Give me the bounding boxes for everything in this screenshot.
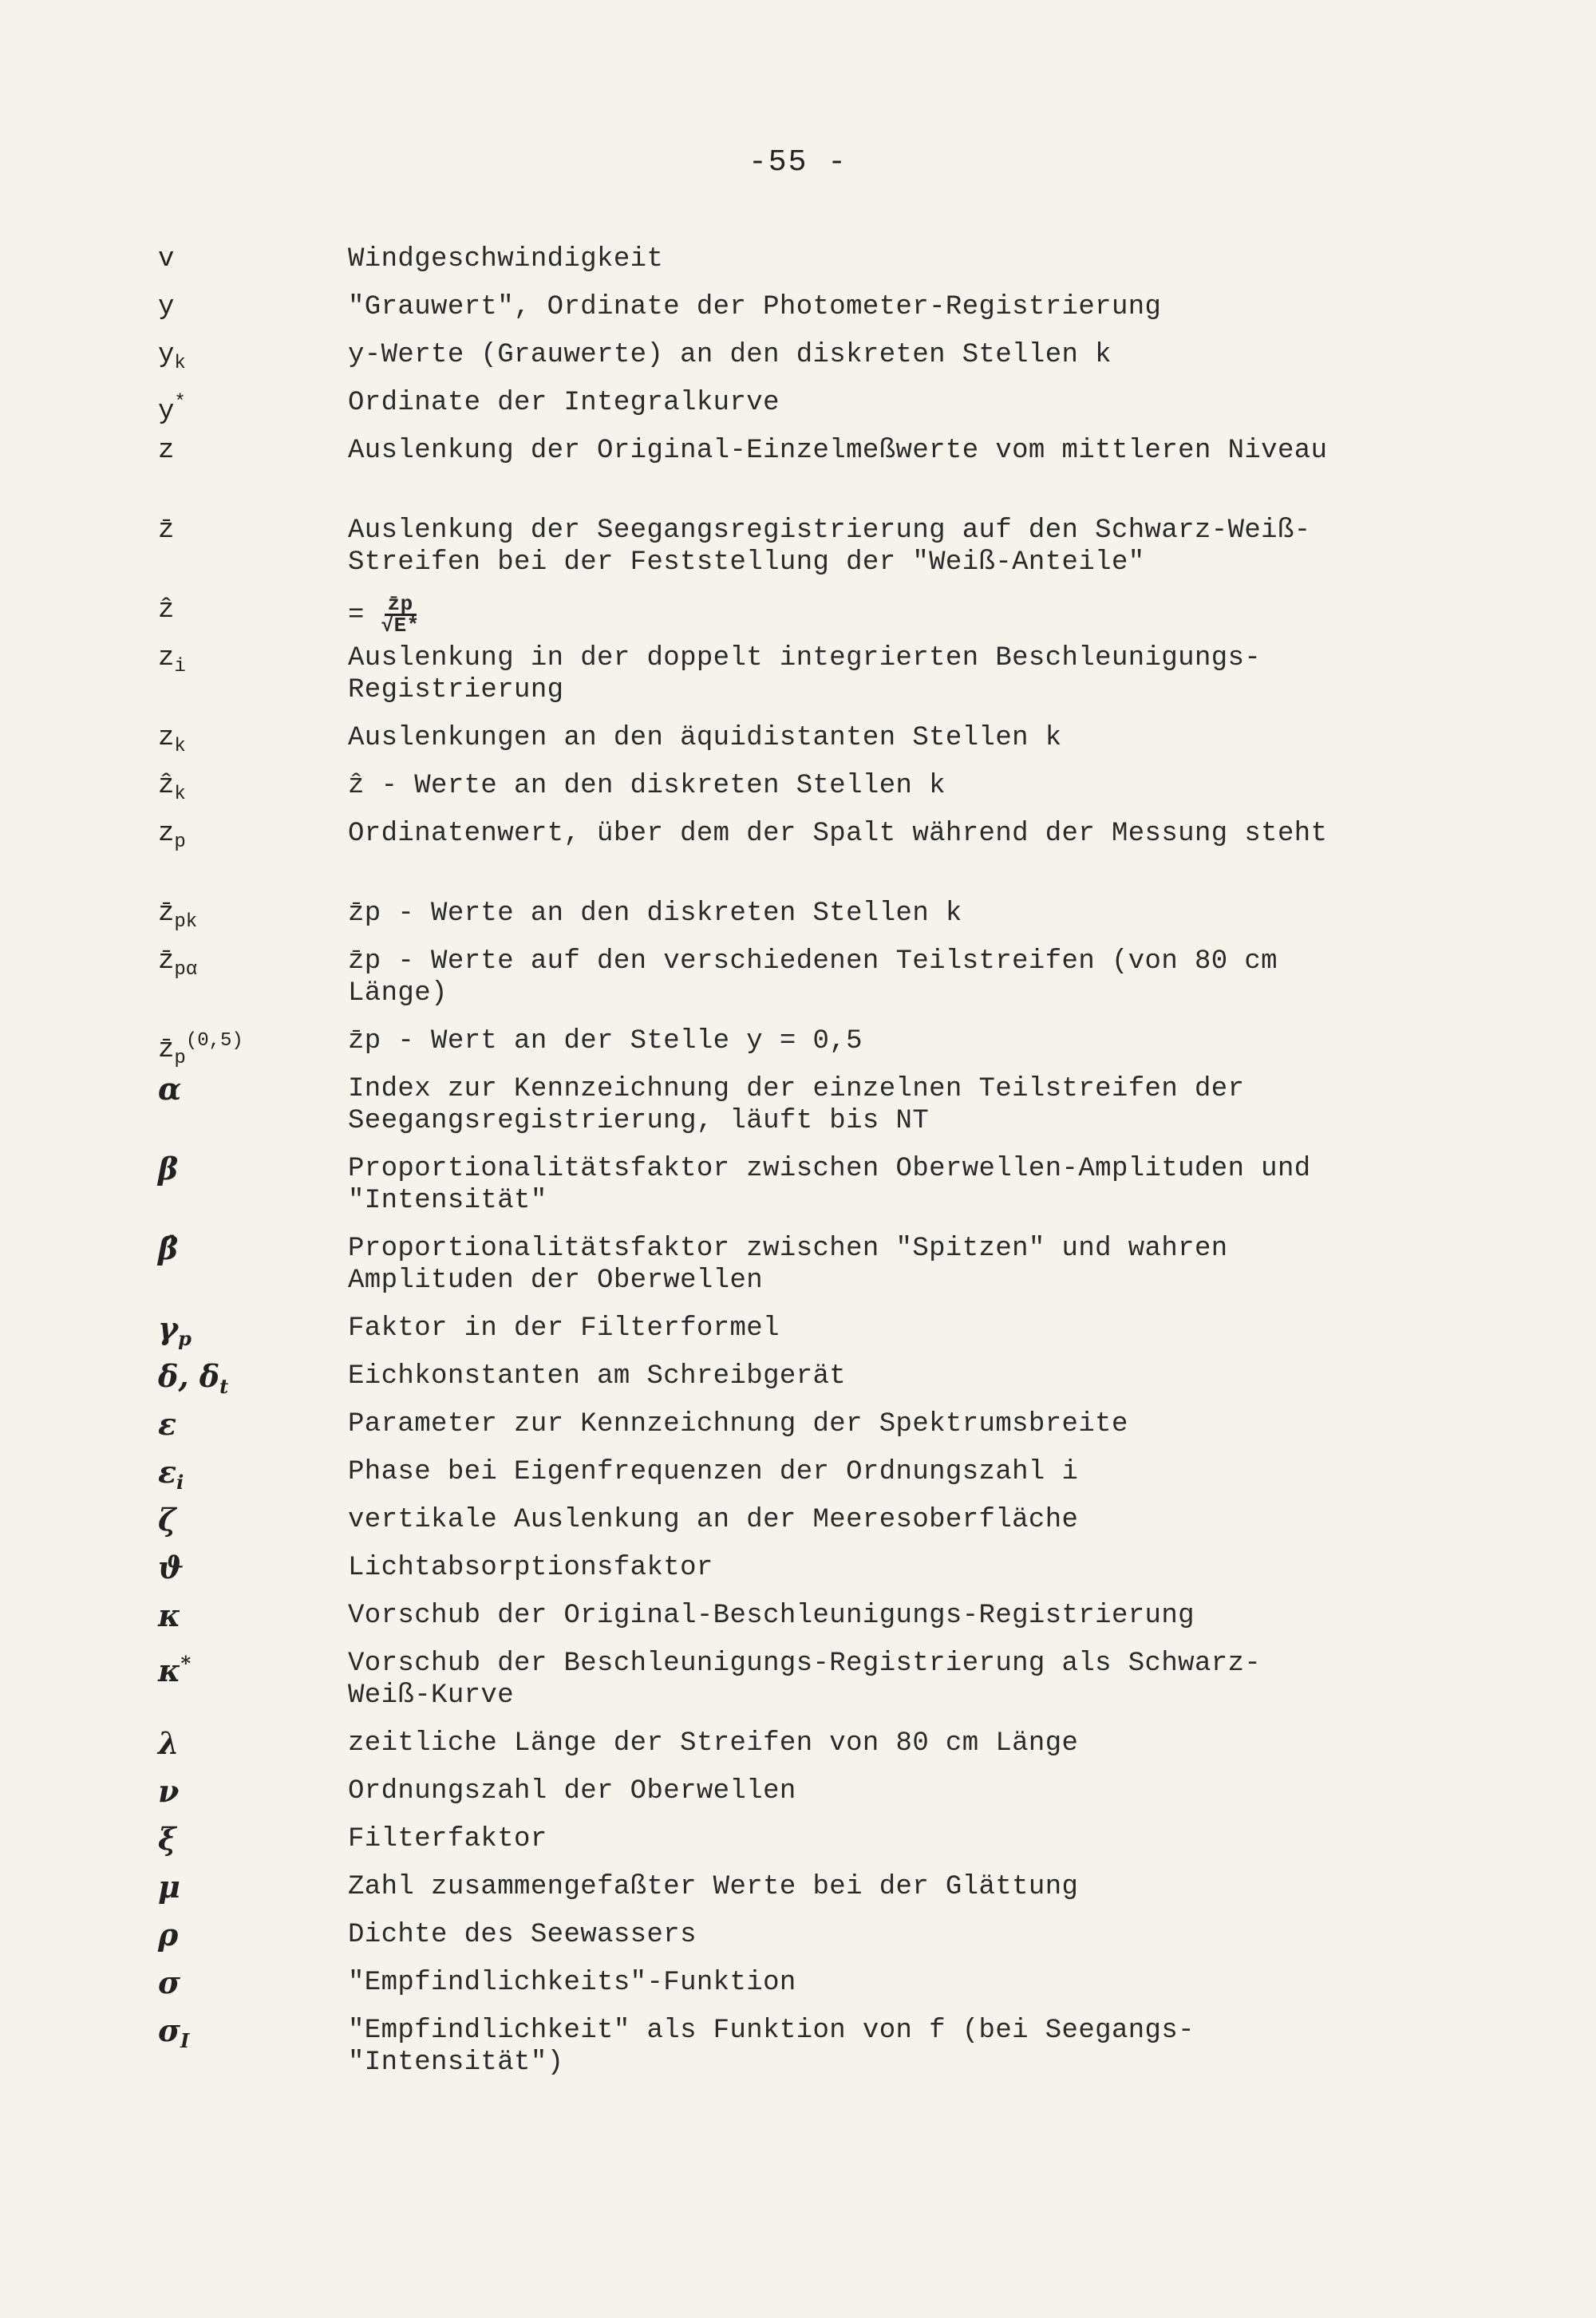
symbol-subscript: p bbox=[174, 831, 186, 853]
symbol-base: κ bbox=[158, 1597, 181, 1633]
symbol-description: Proportionalitätsfaktor zwischen Oberwellen-Amplituden und "Intensität" bbox=[348, 1154, 1328, 1216]
list-item bbox=[0, 1408, 1596, 1440]
list-item bbox=[0, 1919, 1596, 1951]
symbol bbox=[0, 1597, 207, 1633]
symbol-base: σ bbox=[158, 2012, 181, 2048]
symbol-subscript: k bbox=[174, 736, 186, 757]
symbol bbox=[0, 1230, 207, 1266]
symbol-base: κ bbox=[158, 1653, 181, 1688]
formula-equals: = bbox=[348, 600, 381, 631]
symbol-base: z bbox=[158, 819, 175, 849]
symbol-description: Index zur Kennzeichnung der einzelnen Teilstreifen der Seegangsregistrierung, läuft bis NT bbox=[348, 1074, 1262, 1136]
list-item bbox=[0, 770, 1596, 811]
list-item bbox=[0, 435, 1596, 467]
list-item bbox=[0, 642, 1596, 705]
symbol bbox=[0, 339, 207, 380]
symbol-base: y bbox=[158, 397, 175, 427]
symbol-description: vertikale Auslenkung an der Meeresoberfläche bbox=[348, 1505, 1079, 1535]
symbol-description: Auslenkung der Original-Einzelmeßwerte vom mittleren Niveau bbox=[348, 436, 1328, 466]
formula-fraction bbox=[381, 592, 420, 638]
symbol-base: v bbox=[158, 244, 175, 274]
list-item bbox=[0, 722, 1596, 763]
symbol bbox=[0, 898, 207, 938]
list-item bbox=[0, 1823, 1596, 1855]
symbol bbox=[0, 1725, 207, 1761]
list-item bbox=[0, 1025, 1596, 1075]
symbol-description: Vorschub der Original-Beschleunigungs-Registrierung bbox=[348, 1601, 1195, 1631]
symbol-base: z̄ bbox=[158, 1035, 175, 1065]
list-item bbox=[0, 339, 1596, 380]
symbol-base: ẑ bbox=[158, 595, 175, 626]
symbol bbox=[0, 515, 207, 547]
symbol-description: Dichte des Seewassers bbox=[348, 1920, 697, 1950]
symbol-base: ρ bbox=[158, 1917, 179, 1953]
list-item bbox=[0, 1151, 1596, 1216]
list-item bbox=[0, 1725, 1596, 1761]
list-item bbox=[0, 387, 1596, 428]
symbol bbox=[0, 1504, 207, 1536]
symbol-subscript: I bbox=[180, 2029, 190, 2052]
list-item bbox=[0, 1456, 1596, 1499]
symbol-base: λ bbox=[158, 1725, 180, 1761]
symbol-description: Ordnungszahl der Oberwellen bbox=[348, 1776, 796, 1807]
symbol-base: β bbox=[158, 1151, 179, 1187]
symbol-base: y bbox=[158, 292, 175, 322]
symbol bbox=[0, 387, 207, 428]
symbol-subscript: p bbox=[174, 1048, 186, 1069]
symbol bbox=[0, 2012, 207, 2057]
list-item bbox=[0, 1504, 1596, 1536]
symbol-subscript: k bbox=[174, 353, 186, 374]
symbol bbox=[0, 722, 207, 763]
list-item bbox=[0, 243, 1596, 275]
symbol-base: γ bbox=[158, 1310, 179, 1346]
symbol bbox=[0, 642, 207, 683]
symbol-base: z̄ bbox=[158, 898, 175, 929]
symbol bbox=[0, 1871, 207, 1903]
symbol bbox=[0, 243, 207, 275]
symbol-suffix: (0,5) bbox=[185, 1030, 243, 1052]
symbol bbox=[0, 1967, 207, 1999]
symbol-description: Phase bei Eigenfrequenzen der Ordnungszahl i bbox=[348, 1457, 1079, 1487]
symbol-description: "Empfindlichkeits"-Funktion bbox=[348, 1968, 796, 1998]
symbol-subscript: i bbox=[176, 1471, 184, 1494]
symbol-base: β̂ bbox=[158, 1230, 179, 1266]
symbol bbox=[0, 1073, 207, 1105]
symbol-description: Vorschub der Beschleunigungs-Registrierung als Schwarz-Weiß-Kurve bbox=[348, 1649, 1262, 1711]
list-item bbox=[0, 818, 1596, 859]
list-item bbox=[0, 1552, 1596, 1584]
symbol-description: Faktor in der Filterformel bbox=[348, 1313, 780, 1344]
symbol bbox=[0, 435, 207, 467]
symbol bbox=[0, 770, 207, 811]
symbol bbox=[0, 1408, 207, 1440]
symbol-base: ϑ bbox=[158, 1550, 184, 1585]
list-item bbox=[0, 515, 1596, 578]
symbol-description: "Empfindlichkeit" als Funktion von f (bei Seegangs-"Intensität") bbox=[348, 2016, 1195, 2078]
list-item bbox=[0, 1967, 1596, 1999]
symbol-description: Filterfaktor bbox=[348, 1824, 547, 1854]
symbol-superscript: * bbox=[174, 392, 186, 413]
symbol-description: Lichtabsorptionsfaktor bbox=[348, 1553, 713, 1583]
list-item bbox=[0, 291, 1596, 323]
symbol-description bbox=[348, 592, 1329, 638]
list-item bbox=[0, 2012, 1596, 2078]
symbol-description: Windgeschwindigkeit bbox=[348, 244, 664, 274]
list-item bbox=[0, 946, 1596, 1009]
symbol-description: y-Werte (Grauwerte) an den diskreten Stellen k bbox=[348, 340, 1112, 370]
list-item bbox=[0, 1648, 1596, 1711]
symbol-base: ξ bbox=[158, 1821, 176, 1857]
symbol-description: z̄p - Werte an den diskreten Stellen k bbox=[348, 898, 962, 929]
symbol-subscript: pk bbox=[174, 911, 198, 933]
symbol-description: zeitliche Länge der Streifen von 80 cm Länge bbox=[348, 1728, 1079, 1759]
formula-numerator: z̄p bbox=[385, 594, 417, 616]
list-item bbox=[0, 1871, 1596, 1903]
symbol bbox=[0, 1153, 207, 1185]
symbol-base: σ bbox=[158, 1965, 181, 2000]
symbol-superscript: * bbox=[180, 1652, 192, 1675]
symbol bbox=[0, 1025, 243, 1075]
symbol-description: Auslenkung der Seegangsregistrierung auf den Schwarz-Weiß-Streifen bei der Feststellung der "Weiß-Anteile" bbox=[348, 515, 1311, 578]
symbol-description: Auslenkungen an den äquidistanten Stellen k bbox=[348, 723, 1062, 753]
symbol-base: ẑ bbox=[158, 771, 175, 801]
symbol-base: ε bbox=[158, 1406, 177, 1442]
symbol-description: Auslenkung in der doppelt integrierten Beschleunigungs-Registrierung bbox=[348, 643, 1262, 705]
symbol-base: δ, δ bbox=[158, 1358, 220, 1394]
symbol-base: ν bbox=[158, 1773, 180, 1809]
list-item bbox=[0, 1071, 1596, 1136]
symbol-base: z bbox=[158, 643, 175, 673]
list-item bbox=[0, 1310, 1596, 1355]
symbol-base: α bbox=[158, 1071, 182, 1107]
symbol bbox=[0, 291, 207, 323]
symbol-subscript: t bbox=[219, 1375, 229, 1398]
symbol-base: ε bbox=[158, 1454, 177, 1490]
symbol-description: Ordinate der Integralkurve bbox=[348, 388, 780, 418]
symbol-description: Zahl zusammengefaßter Werte bei der Glättung bbox=[348, 1872, 1079, 1902]
symbol bbox=[0, 1775, 207, 1807]
symbol-description: ẑ - Werte an den diskreten Stellen k bbox=[348, 771, 946, 801]
symbol-base: z̄ bbox=[158, 515, 175, 546]
symbol bbox=[0, 818, 207, 859]
symbol-description: Eichkonstanten am Schreibgerät bbox=[348, 1361, 847, 1392]
list-item bbox=[0, 592, 1596, 638]
formula-denominator: √E* bbox=[381, 614, 420, 638]
symbol-subscript: k bbox=[174, 784, 186, 805]
symbol-base: ζ bbox=[158, 1502, 176, 1538]
symbol bbox=[0, 1456, 207, 1499]
symbol bbox=[0, 1552, 207, 1584]
symbol-subscript: p bbox=[178, 1327, 192, 1350]
symbol-base: z bbox=[158, 436, 175, 466]
symbol-description: z̄p - Wert an der Stelle y = 0,5 bbox=[348, 1026, 863, 1056]
symbol bbox=[0, 1919, 207, 1951]
symbol bbox=[0, 1358, 229, 1403]
symbol bbox=[0, 1823, 207, 1855]
symbol-description: "Grauwert", Ordinate der Photometer-Registrierung bbox=[348, 292, 1162, 322]
list-item bbox=[0, 1597, 1596, 1633]
symbol-description: Proportionalitätsfaktor zwischen "Spitzen" und wahren Amplituden der Oberwellen bbox=[348, 1234, 1245, 1296]
list-item bbox=[0, 898, 1596, 938]
symbol bbox=[0, 946, 207, 986]
list-item bbox=[0, 1230, 1596, 1296]
symbol bbox=[0, 594, 207, 626]
symbol-base: μ bbox=[158, 1869, 180, 1905]
symbol-description: z̄p - Werte auf den verschiedenen Teilstreifen (von 80 cm Länge) bbox=[348, 946, 1294, 1009]
symbol-description: Ordinatenwert, über dem der Spalt während der Messung steht bbox=[348, 819, 1328, 849]
symbol-subscript: pα bbox=[174, 959, 198, 981]
symbol bbox=[0, 1310, 207, 1355]
symbol-subscript: i bbox=[174, 656, 186, 677]
list-item bbox=[0, 1775, 1596, 1807]
symbol-base: z̄ bbox=[158, 946, 175, 977]
list-item bbox=[0, 1360, 1596, 1403]
symbol-base: z bbox=[158, 723, 175, 753]
symbol-base: y bbox=[158, 340, 175, 370]
symbol-description: Parameter zur Kennzeichnung der Spektrumsbreite bbox=[348, 1409, 1128, 1439]
page-number: -55 - bbox=[748, 145, 848, 180]
symbol bbox=[0, 1648, 207, 1687]
